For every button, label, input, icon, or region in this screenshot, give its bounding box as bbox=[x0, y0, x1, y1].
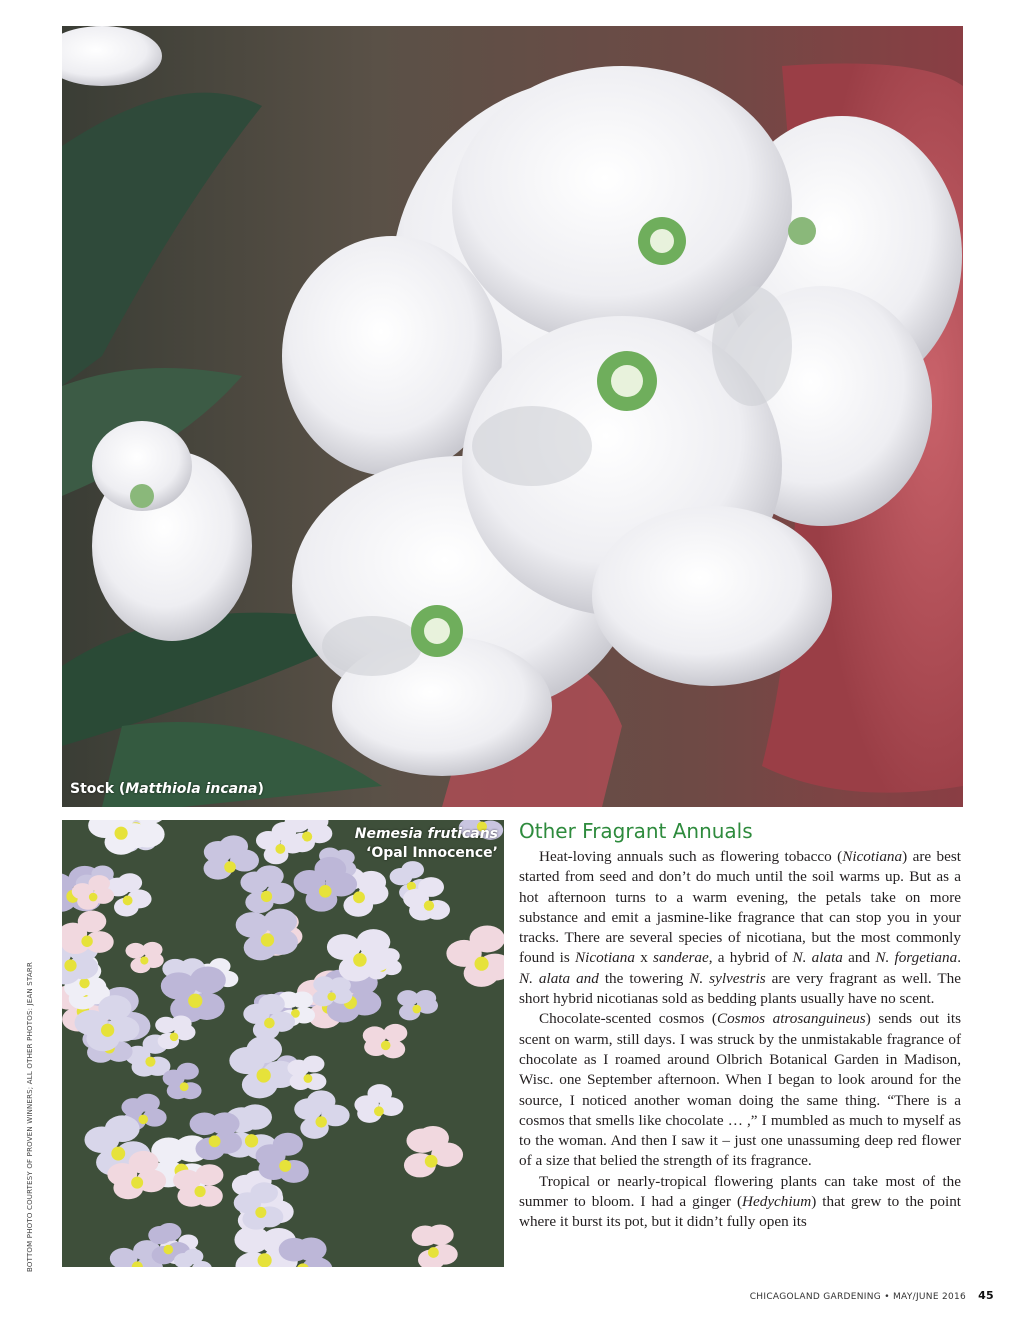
paragraph-nicotiana: Heat-loving annuals such as flowering tobacco (Nicotiana) are best started from seed and don’t do much until the soil warms up. But as a hot afternoon turns to a warm evening, the petals take on more substance and emit a jasmine-like fragrance that can stop you in your tracks. There are several species of nicotiana, but the most commonly found is Nicotiana x sanderae, a hybrid of N. alata and N. forgetiana. N. alata and the towering N. sylvestris are very fragrant as well. The short hybrid nicotianas sold as bedding plants usually have no scent. bbox=[519, 848, 962, 1008]
article-column bbox=[519, 818, 961, 1233]
nemesia-photo-caption: Nemesia fruticans ‘Opal Innocence’ bbox=[354, 826, 498, 861]
publication-name: CHICAGOLAND GARDENING • MAY/JUNE 2016 bbox=[749, 1292, 967, 1302]
paragraph-tropical: Tropical or nearly-tropical flowering plants can take most of the summer to bloom. I had a ginger (Hedychium) that grew to the point where it burst its pot, but it didn’t fully open its bbox=[519, 1172, 962, 1231]
stock-photo-caption: Stock (Matthiola incana) bbox=[70, 781, 264, 797]
page-number: 45 bbox=[978, 1289, 994, 1302]
page-footer bbox=[750, 1289, 994, 1302]
nemesia-flower-photo bbox=[62, 820, 504, 1267]
stock-flower-photo bbox=[62, 26, 963, 807]
photo-credit: BOTTOM PHOTO COURTESY OF PROVEN WINNERS; ALL OTHER PHOTOS: JEAN STARR bbox=[26, 961, 34, 1272]
section-heading: Other Fragrant Annuals bbox=[519, 819, 753, 843]
paragraph-cosmos: Chocolate-scented cosmos (Cosmos atrosanguineus) sends out its scent on warm, still days. I was struck by the unmistakable fragrance of chocolate as I roamed around Olbrich Botanical Garden in Madison, Wisc. one September afternoon. When I began to look around for the source, I noticed another woman doing the same thing. “There is a cosmos that smells like chocolate … ,” I mumbled as much to myself as to the woman. And then I saw it – just one unassuming deep red flower of a size that belied the strength of its fragrance. bbox=[519, 1010, 961, 1170]
